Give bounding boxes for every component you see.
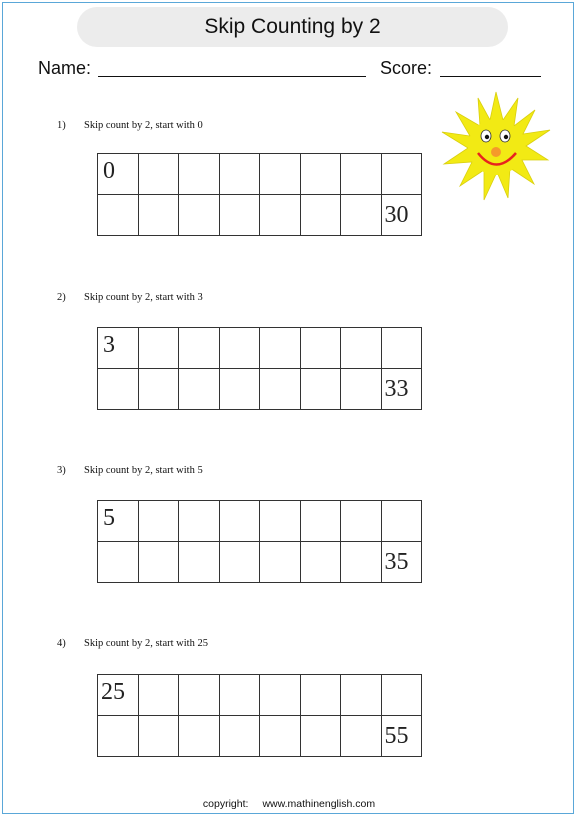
question-1 — [57, 120, 203, 131]
start-number: 5 — [103, 505, 115, 531]
grid-cell — [382, 195, 423, 236]
worksheet-title — [77, 7, 508, 47]
grid-cell[interactable] — [260, 542, 301, 583]
grid-cell[interactable] — [260, 369, 301, 410]
grid-cell[interactable] — [179, 716, 220, 757]
grid-cell[interactable] — [382, 328, 423, 369]
copyright-label: copyright: — [202, 798, 249, 810]
grid-cell — [98, 328, 139, 369]
question-number: 3) — [57, 465, 66, 476]
start-number: 3 — [103, 332, 115, 358]
name-score-row — [38, 58, 548, 84]
answer-grid-1 — [97, 153, 422, 236]
score-label: Score: — [380, 58, 433, 78]
grid-cell[interactable] — [260, 328, 301, 369]
grid-cell[interactable] — [260, 501, 301, 542]
grid-cell[interactable] — [179, 369, 220, 410]
grid-cell — [98, 675, 139, 716]
end-number: 35 — [384, 549, 409, 575]
grid-cell[interactable] — [220, 675, 261, 716]
question-4 — [57, 638, 208, 649]
grid-cell[interactable] — [98, 716, 139, 757]
end-number: 33 — [384, 376, 409, 402]
grid-cell[interactable] — [301, 716, 342, 757]
grid-cell[interactable] — [341, 542, 382, 583]
grid-cell[interactable] — [260, 675, 301, 716]
grid-cell[interactable] — [139, 501, 180, 542]
title-text: Skip Counting by 2 — [204, 15, 381, 38]
grid-cell[interactable] — [260, 716, 301, 757]
grid-cell — [382, 369, 423, 410]
question-2 — [57, 292, 203, 303]
grid-cell[interactable] — [139, 675, 180, 716]
grid-cell[interactable] — [341, 716, 382, 757]
name-field-line[interactable] — [98, 76, 366, 77]
grid-cell[interactable] — [382, 501, 423, 542]
question-number: 2) — [57, 292, 66, 303]
grid-cell[interactable] — [220, 328, 261, 369]
grid-cell[interactable] — [341, 154, 382, 195]
grid-cell[interactable] — [139, 369, 180, 410]
score-field-line[interactable] — [440, 76, 541, 77]
name-label: Name: — [38, 58, 92, 78]
grid-cell[interactable] — [220, 716, 261, 757]
grid-cell[interactable] — [260, 154, 301, 195]
grid-cell[interactable] — [139, 328, 180, 369]
grid-cell[interactable] — [341, 328, 382, 369]
grid-cell[interactable] — [341, 501, 382, 542]
question-number: 4) — [57, 638, 66, 649]
grid-cell[interactable] — [301, 369, 342, 410]
grid-cell[interactable] — [179, 501, 220, 542]
answer-grid-4 — [97, 674, 422, 757]
grid-cell[interactable] — [220, 154, 261, 195]
grid-cell[interactable] — [301, 328, 342, 369]
grid-cell — [98, 501, 139, 542]
grid-cell[interactable] — [220, 501, 261, 542]
grid-cell — [382, 716, 423, 757]
grid-cell[interactable] — [301, 501, 342, 542]
grid-cell[interactable] — [341, 675, 382, 716]
grid-cell[interactable] — [220, 369, 261, 410]
grid-cell[interactable] — [179, 542, 220, 583]
grid-cell — [382, 542, 423, 583]
answer-grid-2 — [97, 327, 422, 410]
site-link[interactable]: www.mathinenglish.com — [262, 798, 376, 810]
question-number: 1) — [57, 120, 66, 131]
grid-cell[interactable] — [98, 542, 139, 583]
start-number: 0 — [103, 158, 115, 184]
grid-cell[interactable] — [301, 154, 342, 195]
grid-cell[interactable] — [382, 675, 423, 716]
grid-cell[interactable] — [341, 195, 382, 236]
answer-grid-3 — [97, 500, 422, 583]
grid-cell[interactable] — [179, 675, 220, 716]
start-number: 25 — [101, 679, 125, 705]
sun-nose — [491, 147, 501, 157]
grid-cell[interactable] — [179, 154, 220, 195]
grid-cell[interactable] — [139, 716, 180, 757]
grid-cell[interactable] — [301, 195, 342, 236]
sun-icon — [438, 90, 554, 204]
grid-cell[interactable] — [220, 195, 261, 236]
question-text: Skip count by 2, start with 3 — [84, 292, 203, 303]
grid-cell[interactable] — [98, 369, 139, 410]
grid-cell[interactable] — [179, 195, 220, 236]
grid-cell[interactable] — [139, 542, 180, 583]
grid-cell[interactable] — [260, 195, 301, 236]
question-text: Skip count by 2, start with 25 — [84, 638, 208, 649]
question-text: Skip count by 2, start with 0 — [84, 120, 203, 131]
grid-cell[interactable] — [139, 195, 180, 236]
end-number: 30 — [384, 202, 409, 228]
footer — [0, 798, 578, 810]
grid-cell[interactable] — [301, 542, 342, 583]
grid-cell[interactable] — [382, 154, 423, 195]
question-text: Skip count by 2, start with 5 — [84, 465, 203, 476]
grid-cell[interactable] — [139, 154, 180, 195]
grid-cell[interactable] — [341, 369, 382, 410]
grid-cell — [98, 154, 139, 195]
question-3 — [57, 465, 203, 476]
end-number: 55 — [384, 723, 409, 749]
grid-cell[interactable] — [179, 328, 220, 369]
grid-cell[interactable] — [98, 195, 139, 236]
grid-cell[interactable] — [220, 542, 261, 583]
grid-cell[interactable] — [301, 675, 342, 716]
